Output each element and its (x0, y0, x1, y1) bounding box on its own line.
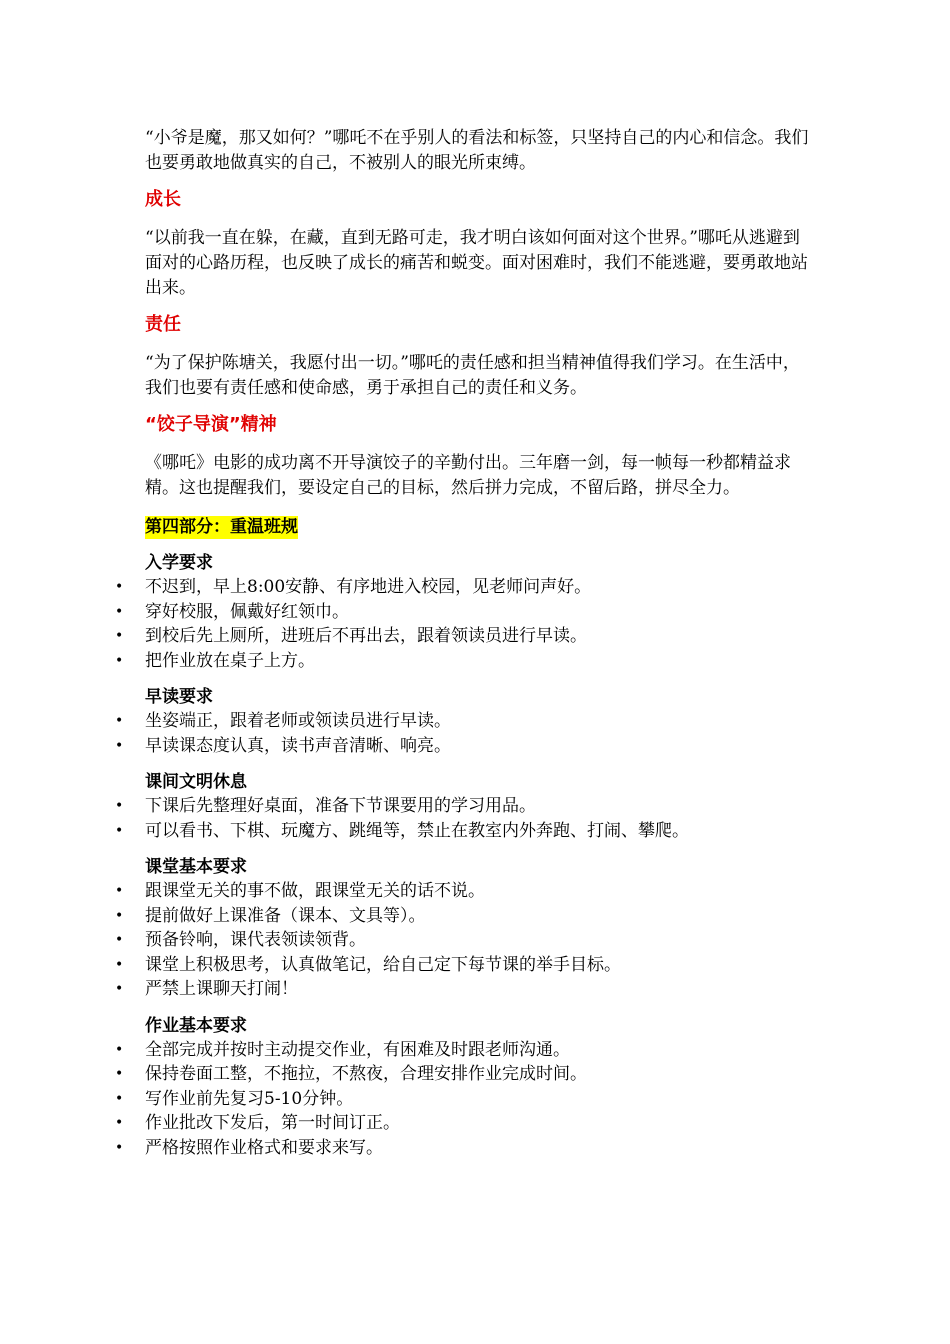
bullet-icon: • (115, 907, 124, 924)
list-item-text: 全部完成并按时主动提交作业，有困难及时跟老师沟通。 (145, 1039, 570, 1060)
list-item (115, 953, 810, 978)
list-item-text: 可以看书、下棋、玩魔方、跳绳等，禁止在教室内外奔跑、打闹、攀爬。 (145, 820, 689, 841)
list-item (115, 624, 810, 649)
bullet-icon: • (115, 798, 124, 814)
rules-group-break (115, 770, 810, 843)
list-item (115, 575, 810, 600)
rules-group-title: 入学要求 (145, 553, 213, 573)
document-page (115, 126, 810, 1172)
section-paragraph-growth: “以前我一直在躲，在藏，直到无路可走，我才明白该如何面对这个世界。”哪吒从逃避到面对的心路历程，也反映了成长的痛苦和蜕变。面对困难时，我们不能逃避，要勇敢地站出来。 (145, 228, 808, 298)
rules-list (115, 879, 810, 1002)
bullet-icon: • (115, 1139, 124, 1156)
rules-list (115, 1038, 810, 1161)
section-paragraph-director-spirit: 《哪吒》电影的成功离不开导演饺子的辛勤付出。三年磨一剑，每一帧每一秒都精益求精。这也提醒我们，要设定自己的目标，然后拼力完成，不留后路，拼尽全力。 (145, 453, 791, 498)
bullet-icon: • (115, 1066, 124, 1082)
bullet-icon: • (115, 956, 124, 973)
rules-group-title: 早读要求 (145, 687, 213, 707)
rules-group-enrollment (115, 551, 810, 673)
list-item-text: 课堂上积极思考，认真做笔记，给自己定下每节课的举手目标。 (145, 954, 621, 975)
part4-heading: 第四部分：重温班规 (145, 517, 298, 537)
list-item (115, 1038, 810, 1063)
list-item-text: 严格按照作业格式和要求来写。 (145, 1137, 383, 1158)
rules-group-classroom (115, 855, 810, 1002)
list-item-text: 坐姿端正，跟着老师或领读员进行早读。 (145, 711, 451, 731)
list-item-text: 把作业放在桌子上方。 (145, 650, 315, 671)
list-item-text: 跟课堂无关的事不做，跟课堂无关的话不说。 (145, 881, 485, 901)
list-item (115, 928, 810, 953)
list-item-text: 不迟到，早上8:00安静、有序地进入校园，见老师问声好。 (145, 577, 592, 597)
list-item (115, 977, 810, 1002)
list-item-text: 到校后先上厕所，进班后不再出去，跟着领读员进行早读。 (145, 626, 587, 646)
list-item (115, 734, 810, 759)
bullet-icon: • (115, 603, 124, 620)
list-item (115, 819, 810, 844)
bullet-icon: • (115, 737, 124, 754)
bullet-icon: • (115, 1090, 124, 1107)
list-item (115, 1111, 810, 1136)
list-item (115, 904, 810, 929)
list-item-text: 作业批改下发后，第一时间订正。 (145, 1113, 400, 1133)
list-item-text: 提前做好上课准备（课本、文具等）。 (145, 905, 426, 926)
list-item (115, 879, 810, 904)
list-item (115, 794, 810, 819)
list-item-text: 下课后先整理好桌面，准备下节课要用的学习用品。 (145, 796, 536, 816)
list-item (115, 709, 810, 734)
list-item-text: 穿好校服，佩戴好红领巾。 (145, 601, 349, 622)
section-heading-growth: 成长 (145, 189, 181, 210)
rules-group-title: 课间文明休息 (145, 772, 247, 792)
rules-list (115, 709, 810, 758)
list-item-text: 写作业前先复习5-10分钟。 (145, 1088, 354, 1109)
bullet-icon: • (115, 883, 124, 899)
rules-group-title: 课堂基本要求 (145, 857, 247, 877)
rules-group-morning-reading (115, 685, 810, 758)
list-item-text: 预备铃响，课代表领读领背。 (145, 930, 366, 950)
bullet-icon: • (115, 932, 124, 948)
bullet-icon: • (115, 628, 124, 644)
bullet-icon: • (115, 1041, 124, 1058)
list-item (115, 1136, 810, 1161)
list-item-text: 保持卷面工整，不拖拉，不熬夜，合理安排作业完成时间。 (145, 1064, 587, 1084)
intro-paragraph: “小爷是魔，那又如何？”哪吒不在乎别人的看法和标签，只坚持自己的内心和信念。我们也要勇敢地做真实的自己，不被别人的眼光所束缚。 (145, 128, 809, 173)
section-paragraph-responsibility: “为了保护陈塘关，我愿付出一切。”哪吒的责任感和担当精神值得我们学习。在生活中，我们也要有责任感和使命感，勇于承担自己的责任和义务。 (145, 353, 800, 398)
bullet-icon: • (115, 652, 124, 669)
rules-group-title: 作业基本要求 (145, 1015, 247, 1036)
bullet-icon: • (115, 579, 124, 595)
bullet-icon: • (115, 1115, 124, 1131)
list-item-text: 严禁上课聊天打闹！ (145, 979, 298, 999)
bullet-icon: • (115, 713, 124, 729)
list-item (115, 649, 810, 674)
list-item (115, 600, 810, 625)
section-heading-director-spirit: “饺子导演”精神 (145, 414, 277, 435)
list-item (115, 1087, 810, 1112)
bullet-icon: • (115, 822, 124, 839)
rules-list (115, 575, 810, 673)
rules-group-homework (115, 1014, 810, 1161)
section-heading-responsibility: 责任 (145, 314, 181, 335)
list-item-text: 早读课态度认真，读书声音清晰、响亮。 (145, 735, 451, 756)
list-item (115, 1062, 810, 1087)
rules-list (115, 794, 810, 843)
bullet-icon: • (115, 981, 124, 997)
